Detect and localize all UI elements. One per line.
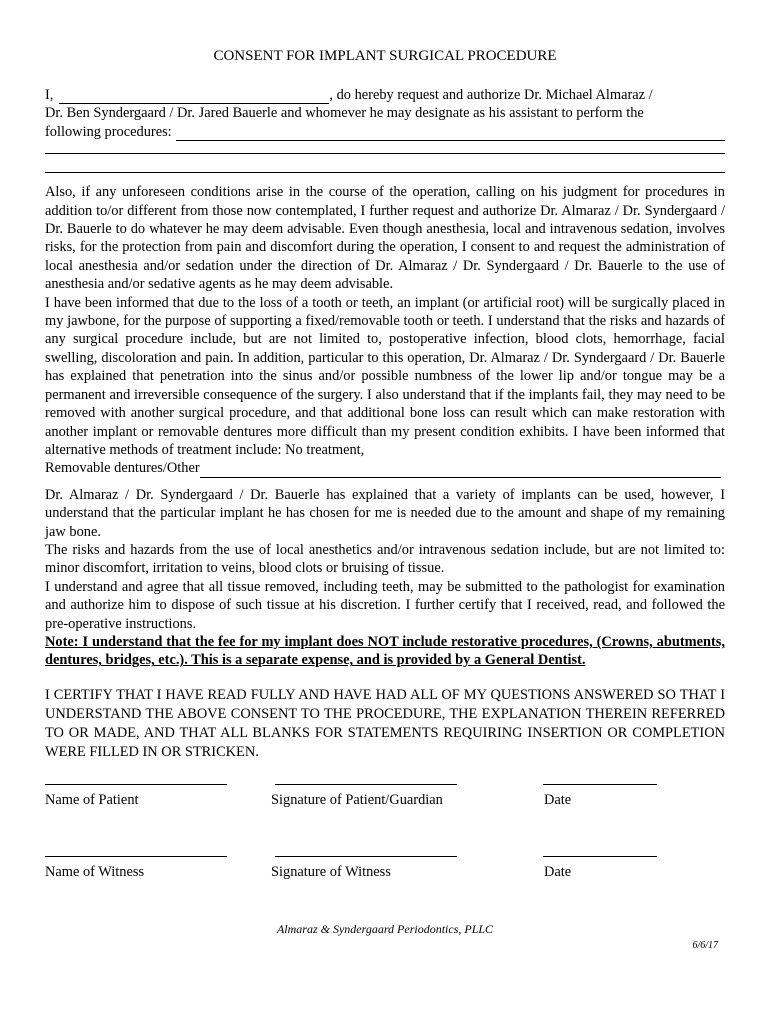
date-label-2: Date [544, 864, 572, 880]
patient-signature-field[interactable] [275, 784, 457, 785]
form-title: CONSENT FOR IMPLANT SURGICAL PROCEDURE [213, 48, 557, 64]
patient-date-field[interactable] [543, 784, 657, 785]
line1-suffix: , do hereby request and authorize Dr. Michael Almaraz / [329, 87, 653, 103]
para-risks: The risks and hazards from the use of local anesthetics and/or intravenous sedation include, but are not limited to: minor discomfort, irritation to veins, blood clots or bruising of tissue. [45, 541, 725, 577]
revision-date: 6/6/17 [692, 940, 718, 951]
procedures-label: following procedures: [45, 123, 172, 140]
practice-footer: Almaraz & Syndergaard Periodontics, PLLC [276, 922, 494, 936]
name-of-patient-label: Name of Patient [45, 792, 139, 808]
line1-prefix: I, [45, 87, 54, 103]
patient-signature-row [45, 784, 725, 824]
name-of-witness-label: Name of Witness [45, 864, 145, 880]
procedures-blank-2[interactable] [45, 153, 725, 154]
para-variety: Dr. Almaraz / Dr. Syndergaard / Dr. Bauerle has explained that a variety of implants can be used, however, I understand that the particular implant he has chosen for me is needed due to the amount and shape of my remaining jaw bone. [45, 486, 725, 540]
patient-name-blank[interactable] [59, 90, 329, 104]
removable-label: Removable dentures/Other [45, 460, 200, 477]
procedures-blank-3[interactable] [45, 172, 725, 173]
removable-blank[interactable] [200, 464, 721, 478]
form-body [45, 86, 725, 762]
removable-line [45, 459, 725, 477]
witness-date-field[interactable] [543, 856, 657, 857]
witness-signature-field[interactable] [275, 856, 457, 857]
fee-note: Note: I understand that the fee for my implant does NOT include restorative procedures, (Crowns, abutments, dentures, bridges, etc.). This is a separate expense, and is provided by a General Dentist. [45, 633, 725, 669]
witness-name-field[interactable] [45, 856, 227, 857]
certify-statement: I CERTIFY THAT I HAVE READ FULLY AND HAVE HAD ALL OF MY QUESTIONS ANSWERED SO THAT I UNDERSTAND THE ABOVE CONSENT TO THE PROCEDURE, THE EXPLANATION THEREIN REFERRED TO OR MADE, AND THAT ALL BLANKS FOR STATEMENTS REQUIRING INSERTION OR COMPLETION WERE FILLED IN OR STRICKEN. [45, 686, 725, 760]
para-informed: I have been informed that due to the loss of a tooth or teeth, an implant (or artificial root) will be surgically placed in my jawbone, for the purpose of supporting a fixed/removable tooth or teeth. I understand that the risks and hazards of any surgical procedure include, but are not limited to, postoperative infection, blood clots, hemorrhage, facial swelling, discoloration and pain. In addition, particular to this operation, Dr. Almaraz / Dr. Syndergaard / Dr. Bauerle has explained that penetration into the sinus and/or possible numbness of the lower lip and/or tongue may be a permanent and irreversible consequence of the surgery. I also understand that if the implants fail, they may need to be removed with another surgical procedure, and that additional bone loss can result which can make restoration with another implant or removable dentures more difficult than my present condition exhibits. I have been informed that alternative methods of treatment include: No treatment, [45, 294, 725, 458]
witness-signature-row [45, 856, 725, 896]
procedures-blank[interactable] [176, 127, 725, 141]
signature-patient-label: Signature of Patient/Guardian [271, 792, 443, 808]
patient-name-line [45, 86, 725, 104]
signature-witness-label: Signature of Witness [271, 864, 391, 880]
date-label-1: Date [544, 792, 572, 808]
procedures-line [45, 123, 725, 141]
para-tissue: I understand and agree that all tissue removed, including teeth, may be submitted to the pathologist for examination and authorize him to dispose of such tissue at his discretion. I further certify that I received, read, and followed the pre-operative instructions. [45, 578, 725, 632]
para-unforeseen: Also, if any unforeseen conditions arise in the course of the operation, calling on his judgment for procedures in addition to/or different from those now contemplated, I further request and authorize Dr. Almaraz / Dr. Syndergaard / Dr. Bauerle to do whatever he may deem advisable. Even though anesthesia, local and intravenous sedation, involves risks, for the protection from pain and discomfort during the operation, I consent to and request the administration of local anesthesia and/or sedation under the direction of Dr. Almaraz / Dr. Syndergaard / Dr. Bauerle to the use of anesthesia and/or sedative agents as he may deem advisable. [45, 184, 725, 293]
line2-text: Dr. Ben Syndergaard / Dr. Jared Bauerle and whomever he may designate as his assistant to perform the [45, 105, 644, 122]
patient-name-field[interactable] [45, 784, 227, 785]
